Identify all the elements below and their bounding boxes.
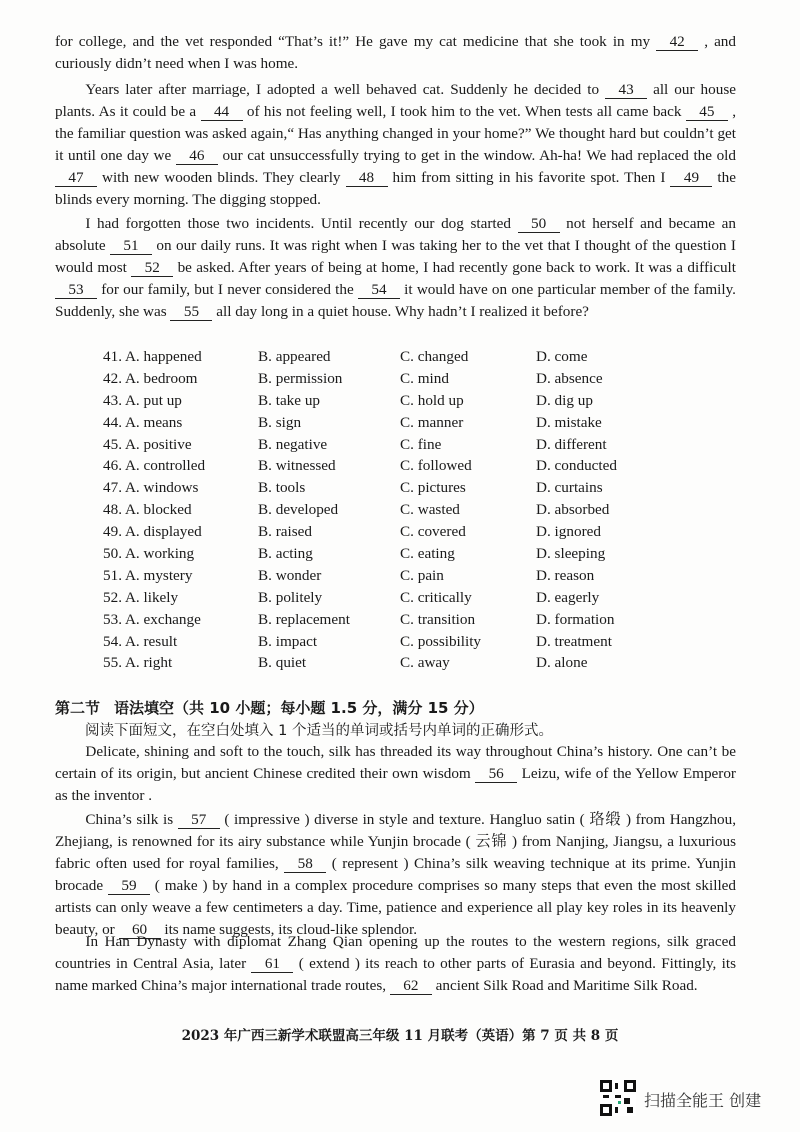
section-label: 第二节 bbox=[55, 699, 101, 717]
option-item: C. hold up bbox=[400, 391, 464, 409]
passage-text: its name suggests, its cloud-like splendor. bbox=[160, 921, 418, 938]
section-instruction: 阅读下面短文，在空白处填入 1 个适当的单词或括号内单词的正确形式。 bbox=[85, 723, 553, 739]
option-row bbox=[103, 543, 743, 565]
option-row bbox=[103, 455, 743, 477]
option-item: D. absence bbox=[536, 369, 603, 387]
answer-blank: 61 bbox=[251, 955, 293, 973]
passage-grammar-part3 bbox=[55, 931, 736, 997]
answer-blank: 54 bbox=[358, 281, 400, 299]
option-item: D. absorbed bbox=[536, 501, 610, 519]
option-item: B. appeared bbox=[258, 348, 331, 365]
option-item: B. politely bbox=[258, 588, 323, 606]
answer-blank: 53 bbox=[55, 281, 97, 299]
option-row bbox=[103, 499, 743, 521]
option-item: 53. A. exchange bbox=[103, 610, 201, 628]
scanner-watermark: 扫描全能王 创建 bbox=[644, 1091, 762, 1110]
options-list bbox=[103, 346, 743, 674]
passage-text: Delicate, shining and soft to the touch, silk has threaded its way throughout China’s history. One can’t be certain of its origin, but ancient Chinese credited their own wisdom bbox=[55, 743, 736, 782]
option-row bbox=[103, 631, 743, 653]
passage-cloze-part2 bbox=[55, 79, 736, 211]
option-item: C. wasted bbox=[400, 501, 460, 519]
answer-blank: 58 bbox=[284, 855, 326, 873]
passage-text: In Han Dynasty with diplomat Zhang Qian opening up the routes to the western regions, silk graced countries in Central Asia, later bbox=[55, 933, 736, 972]
passage-text: with new wooden blinds. They clearly bbox=[97, 169, 346, 186]
option-item: B. replacement bbox=[258, 610, 350, 628]
option-item: 55. A. right bbox=[103, 654, 173, 672]
option-item: D. different bbox=[536, 435, 607, 453]
option-item: 46. A. controlled bbox=[103, 457, 206, 475]
passage-text: all day long in a quiet house. Why hadn’t I realized it before? bbox=[212, 303, 589, 320]
option-item: C. possibility bbox=[400, 632, 482, 650]
passage-text: ( impressive ) diverse in style and texture. Hangluo satin ( 珞缎 ) from Hangzhou, Zhejiang, is renowned for its airy substance while Yunjin brocade ( 云锦 ) from Nanjing, Jiangsu, a luxurious fabric often used for royal families, bbox=[55, 811, 736, 872]
option-item: D. dig up bbox=[536, 391, 593, 409]
passage-text: be asked. After years of being at home, I had recently gone back to work. It was a difficult bbox=[173, 259, 736, 276]
passage-text: not herself and became an absolute bbox=[55, 215, 736, 254]
option-item: C. changed bbox=[400, 348, 469, 365]
option-item: B. sign bbox=[258, 413, 302, 431]
answer-blank: 47 bbox=[55, 169, 97, 187]
answer-blank: 57 bbox=[178, 811, 220, 829]
answer-blank: 52 bbox=[131, 259, 173, 277]
option-item: C. fine bbox=[400, 435, 442, 453]
option-item: C. transition bbox=[400, 610, 476, 628]
answer-blank: 50 bbox=[518, 215, 560, 233]
section-title: 语法填空（共 10 小题；每小题 1.5 分，满分 15 分） bbox=[114, 699, 484, 717]
passage-grammar-part1 bbox=[55, 741, 736, 807]
option-row bbox=[103, 652, 743, 674]
option-item: B. developed bbox=[258, 501, 339, 519]
passage-text: it would have on one particular member of the family. Suddenly, she was bbox=[55, 281, 736, 320]
option-item: D. alone bbox=[536, 654, 588, 672]
option-row bbox=[103, 346, 743, 368]
answer-blank: 51 bbox=[110, 237, 152, 255]
option-item: C. mind bbox=[400, 369, 449, 387]
passage-grammar-part2 bbox=[55, 809, 736, 941]
option-item: B. impact bbox=[258, 632, 318, 650]
passage-text: ancient Silk Road and Maritime Silk Road. bbox=[431, 977, 698, 994]
option-row bbox=[103, 412, 743, 434]
answer-blank: 45 bbox=[686, 103, 728, 121]
passage-text: the blinds every morning. The digging stopped. bbox=[55, 169, 736, 208]
answer-blank: 56 bbox=[475, 765, 517, 783]
page-footer: 2023 年广西三新学术联盟高三年级 11 月联考（英语）第 7 页 共 8 页 bbox=[181, 1028, 619, 1044]
answer-blank: 49 bbox=[670, 169, 712, 187]
option-item: B. tools bbox=[258, 479, 306, 497]
option-item: D. reason bbox=[536, 566, 595, 584]
option-row bbox=[103, 368, 743, 390]
passage-text: on our daily runs. It was right when I was taking her to the vet that I thought of the question I would most bbox=[55, 237, 736, 276]
option-item: D. eagerly bbox=[536, 588, 600, 606]
option-item: D. curtains bbox=[536, 479, 603, 497]
option-item: C. pain bbox=[400, 566, 444, 584]
option-item: D. ignored bbox=[536, 523, 601, 541]
answer-blank: 62 bbox=[390, 977, 432, 995]
option-item: C. followed bbox=[400, 457, 472, 475]
option-item: B. acting bbox=[258, 545, 313, 563]
option-item: 47. A. windows bbox=[103, 479, 199, 497]
option-item: B. permission bbox=[258, 369, 343, 387]
option-row bbox=[103, 609, 743, 631]
option-item: 41. A. happened bbox=[103, 348, 202, 365]
option-row bbox=[103, 565, 743, 587]
option-item: 42. A. bedroom bbox=[103, 369, 198, 387]
passage-text: all our house plants. As it could be a bbox=[55, 81, 736, 120]
option-item: C. critically bbox=[400, 588, 472, 606]
option-row bbox=[103, 477, 743, 499]
answer-blank: 46 bbox=[176, 147, 218, 165]
passage-text: of his not feeling well, I took him to the vet. When tests all came back bbox=[242, 103, 686, 120]
option-item: C. away bbox=[400, 654, 450, 672]
option-item: D. come bbox=[536, 348, 588, 365]
passage-text: ( make ) by hand in a complex procedure comprises so many steps that even the most skilled artists can only weave a few centimeters a day. Time, patience and experience all play key roles in its heavenly beauty, or bbox=[55, 877, 737, 938]
answer-blank: 59 bbox=[108, 877, 150, 895]
passage-text: him from sitting in his favorite spot. Then I bbox=[387, 169, 671, 186]
passage-text: for our family, but I never considered the bbox=[97, 281, 358, 298]
option-item: C. covered bbox=[400, 523, 466, 541]
passage-text: China’s silk is bbox=[85, 811, 178, 828]
option-row bbox=[103, 587, 743, 609]
option-item: D. conducted bbox=[536, 457, 617, 475]
option-row bbox=[103, 521, 743, 543]
passage-text: for college, and the vet responded “That’s it!” He gave my cat medicine that she took in my bbox=[55, 33, 657, 50]
option-item: B. raised bbox=[258, 523, 312, 541]
option-item: B. negative bbox=[258, 435, 328, 453]
passage-text: Leizu, wife of the Yellow Emperor as the inventor . bbox=[55, 765, 736, 804]
option-item: 43. A. put up bbox=[103, 391, 182, 409]
answer-blank: 48 bbox=[346, 169, 388, 187]
passage-text: Years later after marriage, I adopted a well behaved cat. Suddenly he decided to bbox=[85, 81, 606, 98]
option-item: D. treatment bbox=[536, 632, 612, 650]
passage-text: , the familiar question was asked again,“ Has anything changed in your home?” We thought hard but couldn’t get it until one day we bbox=[55, 103, 737, 164]
passage-text: I had forgotten those two incidents. Until recently our dog started bbox=[85, 215, 518, 232]
passage-cloze-part1 bbox=[55, 31, 736, 75]
option-item: 45. A. positive bbox=[103, 435, 192, 453]
option-item: 49. A. displayed bbox=[103, 523, 202, 541]
section-heading bbox=[55, 697, 484, 718]
option-item: 50. A. working bbox=[103, 545, 195, 563]
passage-text: , and curiously didn’t need when I was home. bbox=[55, 33, 736, 72]
option-item: D. formation bbox=[536, 610, 615, 628]
answer-blank: 42 bbox=[656, 33, 698, 51]
answer-blank: 44 bbox=[201, 103, 243, 121]
answer-blank: 43 bbox=[605, 81, 647, 99]
option-item: 54. A. result bbox=[103, 632, 178, 650]
option-item: B. quiet bbox=[258, 654, 307, 672]
option-item: B. witnessed bbox=[258, 457, 336, 475]
option-item: D. mistake bbox=[536, 413, 602, 431]
option-item: B. wonder bbox=[258, 566, 322, 584]
option-item: 48. A. blocked bbox=[103, 501, 192, 519]
option-item: B. take up bbox=[258, 391, 321, 409]
option-item: 51. A. mystery bbox=[103, 566, 193, 584]
passage-text: ( represent ) China’s silk weaving technique at its prime. Yunjin brocade bbox=[55, 855, 736, 894]
answer-blank: 60 bbox=[119, 921, 161, 939]
answer-blank: 55 bbox=[170, 303, 212, 321]
option-item: 52. A. likely bbox=[103, 588, 179, 606]
option-item: C. eating bbox=[400, 545, 455, 563]
option-row bbox=[103, 434, 743, 456]
passage-text: ( extend ) its reach to other parts of Eurasia and beyond. Fittingly, its name marked China’s major international trade routes, bbox=[55, 955, 736, 994]
option-item: 44. A. means bbox=[103, 413, 183, 431]
qr-code-icon bbox=[600, 1080, 636, 1116]
option-item: C. pictures bbox=[400, 479, 466, 497]
passage-text: our cat unsuccessfully trying to get in the window. Ah-ha! We had replaced the old bbox=[217, 147, 736, 164]
option-row bbox=[103, 390, 743, 412]
option-item: D. sleeping bbox=[536, 545, 606, 563]
option-item: C. manner bbox=[400, 413, 464, 431]
passage-cloze-part3 bbox=[55, 213, 736, 323]
